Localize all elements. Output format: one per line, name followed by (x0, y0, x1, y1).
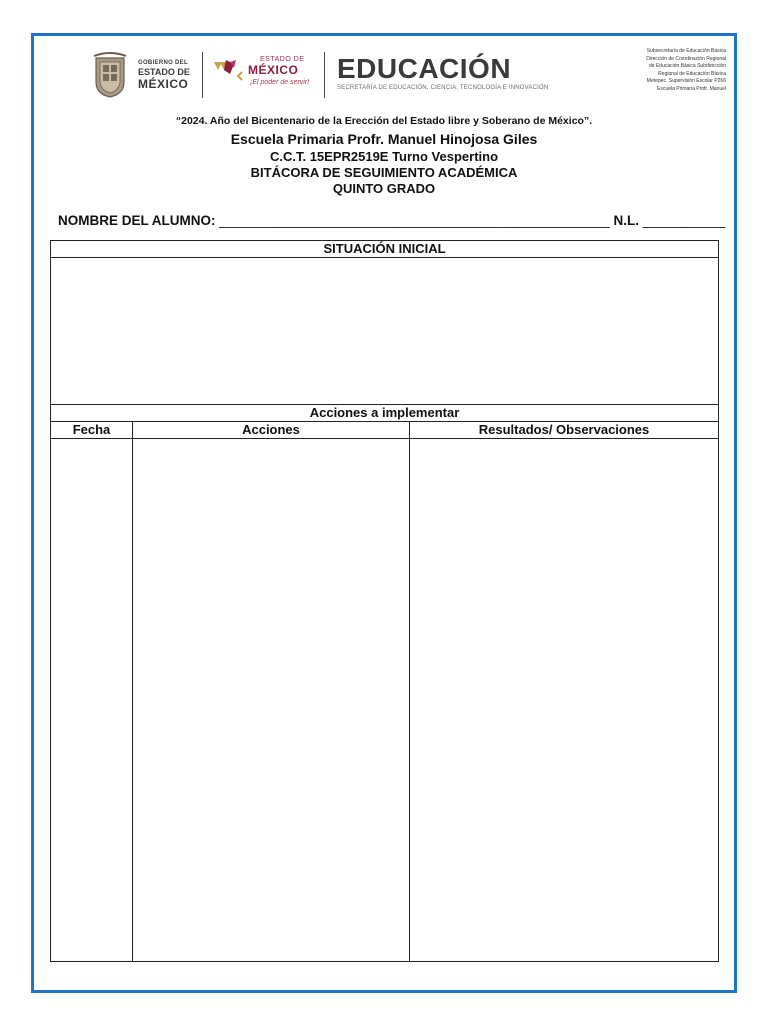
gobierno-line-1: GOBIERNO DEL (138, 60, 188, 66)
edomex-big-text: MÉXICO (248, 63, 299, 77)
education-subtitle: SECRETARÍA DE EDUCACIÓN, CIENCIA, TECNOLOGÍA E INNOVACIÓN (337, 85, 549, 91)
fecha-cell[interactable] (51, 439, 133, 962)
edomex-logo (212, 52, 322, 98)
grade-label: QUINTO GRADO (332, 181, 436, 196)
edomex-emblem-icon (212, 58, 248, 82)
tracking-table (50, 240, 719, 962)
edomex-small-text: ESTADO DE (260, 56, 305, 63)
gobierno-line-3: MÉXICO (138, 77, 189, 91)
column-header-acciones: Acciones (133, 422, 410, 439)
state-seal-icon (92, 52, 128, 98)
student-name-row (58, 213, 725, 228)
institution-line: de Educación Básica Subdirección (649, 63, 726, 69)
logo-divider (202, 52, 203, 98)
gobierno-logo-text (138, 60, 190, 90)
acciones-cell[interactable] (133, 439, 410, 962)
nl-label: N.L. (613, 213, 639, 228)
institution-line: Regional de Educación Básica (658, 70, 726, 77)
student-name-field[interactable]: ____________________________________________________ (219, 213, 610, 228)
situacion-inicial-area[interactable] (51, 258, 719, 405)
document-frame (31, 33, 737, 993)
situacion-inicial-header: SITUACIÓN INICIAL (51, 241, 719, 258)
letterhead (34, 36, 734, 146)
institution-line: Metepec. Supervisión Escolar P266 (646, 78, 726, 84)
logo-divider-2 (324, 52, 325, 98)
edomex-slogan: ¡El poder de servir! (250, 79, 310, 86)
column-header-resultados: Resultados/ Observaciones (410, 422, 719, 439)
institution-line: Escuela Primaria Profr. Manuel (657, 85, 726, 92)
school-cct: C.C.T. 15EPR2519E Turno Vespertino (269, 149, 499, 164)
institution-line: Dirección de Coordinación Regional (646, 55, 726, 62)
institution-line: Subsecretaría de Educación Básica (646, 48, 726, 54)
year-motto: “2024. Año del Bicentenario de la Erección del Estado libre y Soberano de México”. (175, 115, 593, 127)
nl-field[interactable]: ___________ (642, 213, 726, 228)
institution-info (606, 48, 726, 93)
education-title: EDUCACIÓN (337, 53, 512, 84)
student-name-label: NOMBRE DEL ALUMNO: (58, 213, 216, 228)
acciones-header: Acciones a implementar (51, 405, 719, 422)
document-title: BITÁCORA DE SEGUIMIENTO ACADÉMICA (250, 165, 518, 180)
resultados-cell[interactable] (410, 439, 719, 962)
school-name: Escuela Primaria Profr. Manuel Hinojosa Giles (230, 131, 538, 147)
column-header-fecha: Fecha (51, 422, 133, 439)
gobierno-line-2: ESTADO DE (138, 67, 190, 77)
